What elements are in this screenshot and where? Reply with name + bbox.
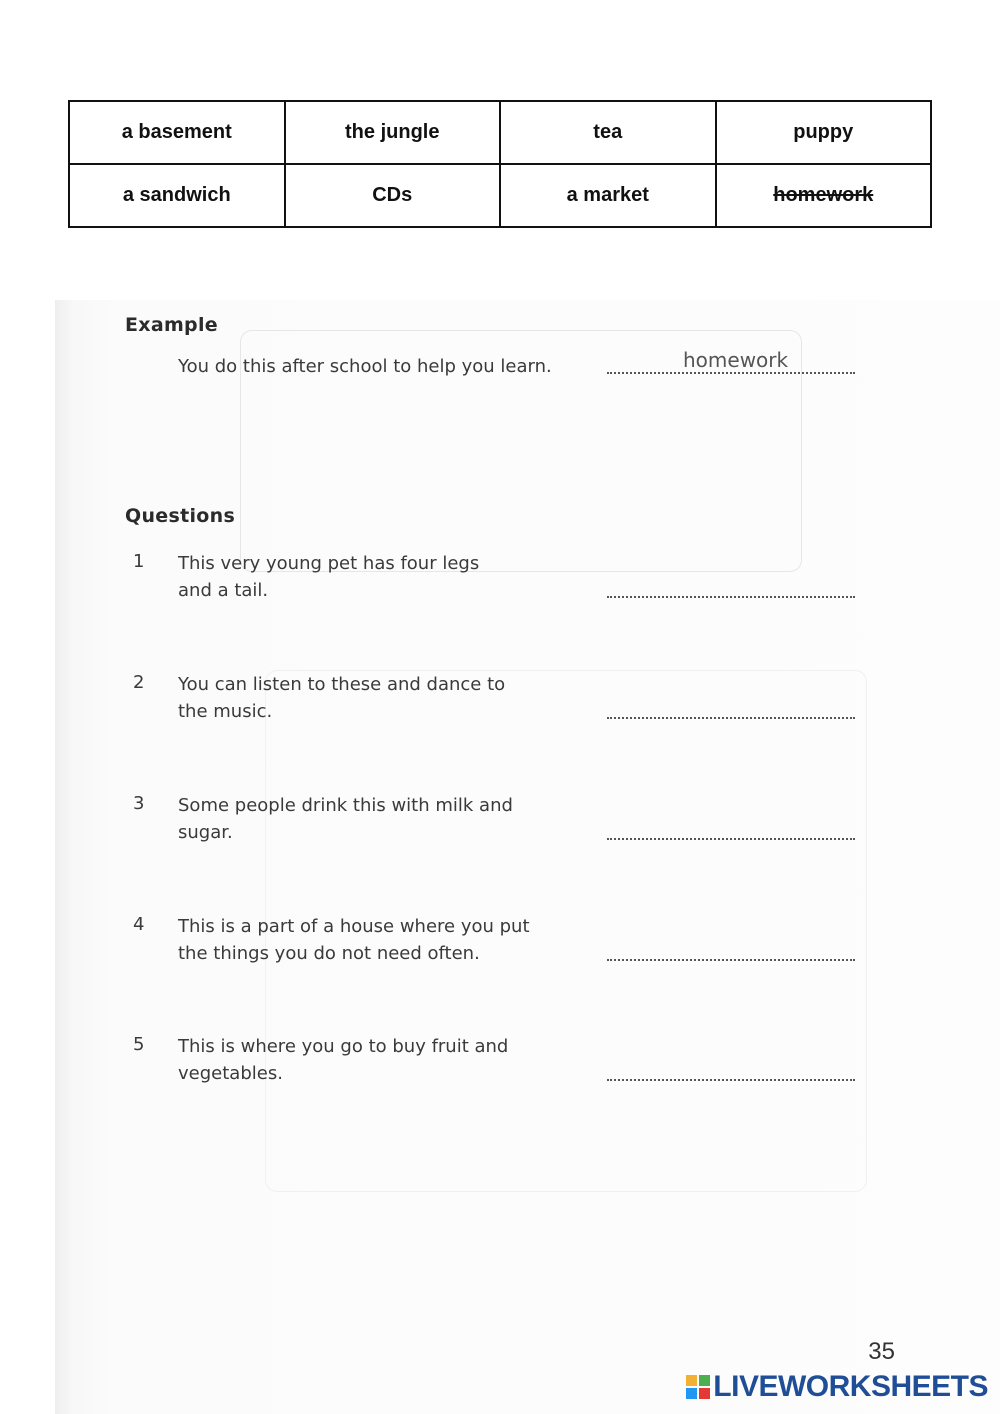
answer-line-5[interactable] <box>607 1079 855 1081</box>
example-question: You do this after school to help you learn. <box>178 356 552 377</box>
word-bank-cell: a market <box>500 164 716 227</box>
question-text: This is where you go to buy fruit and vegetables. <box>178 1036 509 1084</box>
answer-line-1[interactable] <box>607 596 855 598</box>
word-bank-cell-used: homework <box>716 164 932 227</box>
question-text: You can listen to these and dance to the music. <box>178 674 506 722</box>
example-answer: homework <box>683 348 789 372</box>
question-number: 4 <box>133 914 145 935</box>
word-bank-table <box>68 100 932 228</box>
word-bank-row <box>69 101 931 164</box>
question-text: This is a part of a house where you put the things you do not need often. <box>178 916 530 964</box>
question-number: 2 <box>133 672 145 693</box>
word-bank-cell: a basement <box>69 101 285 164</box>
word-bank-cell: puppy <box>716 101 932 164</box>
word-bank-cell: the jungle <box>285 101 501 164</box>
logo-text: LIVEWORKSHEETS <box>713 1370 988 1403</box>
scanned-worksheet <box>55 300 1000 1414</box>
liveworksheets-logo-icon <box>686 1375 710 1399</box>
question-number: 3 <box>133 793 145 814</box>
word-bank-cell: CDs <box>285 164 501 227</box>
word-bank-cell: tea <box>500 101 716 164</box>
question-number: 1 <box>133 551 145 572</box>
answer-line-3[interactable] <box>607 838 855 840</box>
question-text: Some people drink this with milk and sugar. <box>178 795 513 843</box>
word-bank-row <box>69 164 931 227</box>
answer-line-2[interactable] <box>607 717 855 719</box>
word-bank-cell: a sandwich <box>69 164 285 227</box>
liveworksheets-logo[interactable] <box>686 1370 988 1404</box>
answer-line-4[interactable] <box>607 959 855 961</box>
example-answer-line <box>607 372 855 374</box>
page-number: 35 <box>868 1338 895 1365</box>
question-number: 5 <box>133 1034 145 1055</box>
example-heading: Example <box>125 314 218 336</box>
questions-heading: Questions <box>125 505 236 527</box>
question-text: This very young pet has four legs and a tail. <box>178 553 480 601</box>
